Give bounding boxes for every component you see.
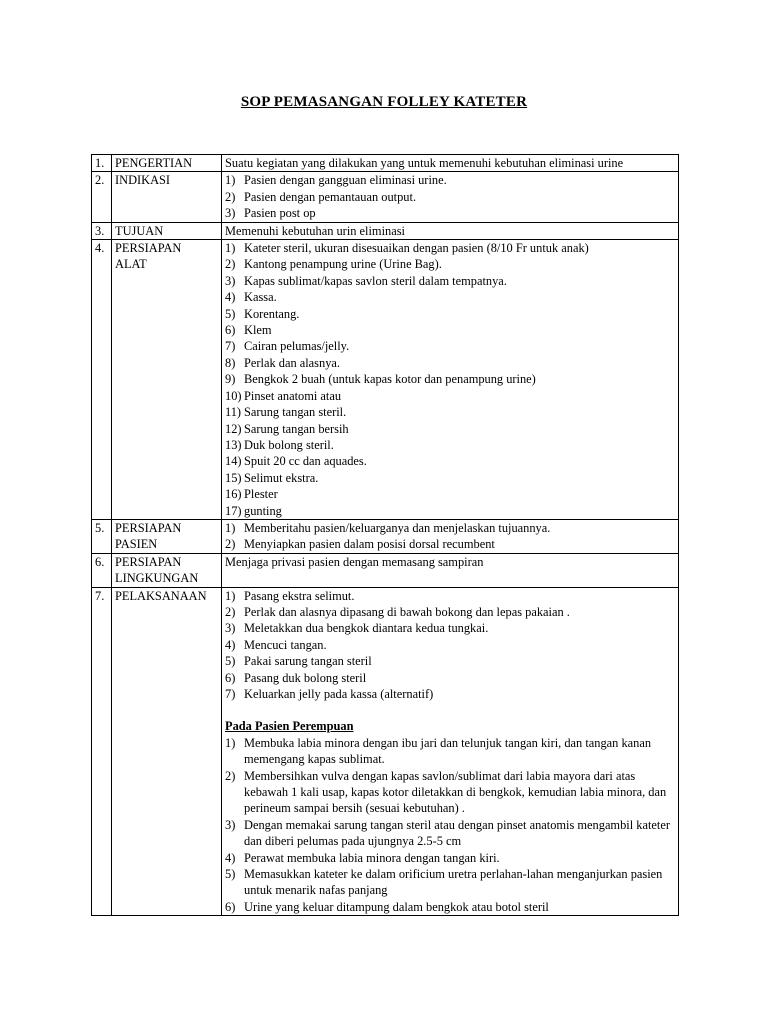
list-item-number: 5) [225,867,236,882]
list-item [225,453,675,469]
list-item-number: 17) [225,503,242,518]
row-number: 3. [92,222,112,239]
list-item [225,256,675,272]
list-item-text: Pasang duk bolong steril [244,670,367,685]
list-item-text: gunting [244,503,282,518]
list-item-text: Kapas sublimat/kapas savlon steril dalam tempatnya. [244,273,507,288]
row-label: PELAKSANAAN [112,587,222,916]
list-item [225,536,675,552]
list-item [225,289,675,305]
list-item-text: Membuka labia minora dengan ibu jari dan telunjuk tangan kiri, dan tangan kanan memengang kapas sublimat. [244,735,652,767]
list-item-text: Pinset anatomi atau [244,388,342,403]
content-text: Memenuhi kebutuhan urin eliminasi [225,223,405,238]
list-item-number: 2) [225,189,236,204]
list-item-number: 3) [225,206,236,221]
row-number: 5. [92,519,112,553]
row-content [222,222,679,239]
list-item [225,768,675,817]
list-item-text: Klem [244,323,272,338]
list-item-number: 3) [225,817,236,832]
list-item-text: Pasien post op [244,206,316,221]
list-item [225,653,675,669]
table-row [92,222,679,239]
list-item [225,637,675,653]
row-label: PERSIAPAN ALAT [112,240,222,520]
list-item-text: Cairan pelumas/jelly. [244,339,350,354]
list-item [225,322,675,338]
list-item-number: 13) [225,437,242,452]
list-item-text: Urine yang keluar ditampung dalam bengkok atau botol steril [244,899,549,914]
content-text: Menjaga privasi pasien dengan memasang sampiran [225,554,484,569]
row-label: PENGERTIAN [112,155,222,172]
list-item-text: Kassa. [244,290,277,305]
row-label: INDIKASI [112,172,222,222]
row-number: 7. [92,587,112,916]
list-item-number: 12) [225,421,242,436]
list-item-number: 6) [225,899,236,914]
row-content [222,519,679,553]
list-item [225,306,675,322]
row-content [222,587,679,916]
list-item [225,604,675,620]
list-item [225,850,675,866]
table-row [92,587,679,916]
row-label: TUJUAN [112,222,222,239]
list-item-number: 1) [225,241,236,256]
list-item-text: Meletakkan dua bengkok diantara kedua tungkai. [244,621,489,636]
list-item-text: Pakai sarung tangan steril [244,654,372,669]
list-item-number: 10) [225,388,242,403]
list-item-text: Sarung tangan bersih [244,421,349,436]
list-item-text: Kantong penampung urine (Urine Bag). [244,257,442,272]
list-item [225,205,675,221]
list-item [225,735,675,768]
row-number: 2. [92,172,112,222]
row-content [222,553,679,587]
list-item [225,240,675,256]
list-item [225,899,675,915]
list-item-number: 1) [225,173,236,188]
list-item-text: Memasukkan kateter ke dalam orificium uretra perlahan-lahan menganjurkan pasien untuk menarik nafas panjang [244,867,663,898]
row-label: PERSIAPAN PASIEN [112,519,222,553]
list-item [225,371,675,387]
list-item-number: 1) [225,520,236,535]
list-item-text: Mencuci tangan. [244,637,327,652]
list-item-number: 4) [225,850,236,865]
list-item-number: 7) [225,339,236,354]
list-item [225,355,675,371]
list-item-number: 5) [225,654,236,669]
list-item-number: 1) [225,588,236,603]
list-item-text: Kateter steril, ukuran disesuaikan dengan pasien (8/10 Fr untuk anak) [244,241,589,256]
numbered-list [225,588,675,703]
list-item-number: 2) [225,537,236,552]
row-content [222,155,679,172]
list-item-number: 11) [225,405,242,420]
list-item [225,520,675,536]
list-item-text: Membersihkan vulva dengan kapas savlon/sublimat dari labia mayora dari atas kebawah 1 kali usap, kapas kotor diletakkan di bengkok, kemudian labia minora, dan perineum sampai bersih (sesuai kebutuhan) . [244,768,667,816]
row-content [222,172,679,222]
list-item-text: Duk bolong steril. [244,437,334,452]
table-row [92,155,679,172]
list-item-text: Perawat membuka labia minora dengan tangan kiri. [244,850,500,865]
list-item [225,273,675,289]
sop-table-body [92,155,679,916]
list-item [225,172,675,188]
numbered-list [225,735,675,915]
table-row [92,519,679,553]
row-number: 1. [92,155,112,172]
list-item-number: 1) [225,735,236,750]
table-row [92,553,679,587]
list-item-text: Pasien dengan gangguan eliminasi urine. [244,173,447,188]
numbered-list [225,520,675,553]
list-item-text: Bengkok 2 buah (untuk kapas kotor dan penampung urine) [244,372,536,387]
row-number: 6. [92,553,112,587]
list-item-text: Menyiapkan pasien dalam posisi dorsal recumbent [244,537,495,552]
list-item-text: Perlak dan alasnya. [244,355,340,370]
list-item [225,503,675,519]
list-item-text: Selimut ekstra. [244,470,319,485]
list-item-number: 2) [225,768,236,783]
list-item [225,817,675,850]
list-item-number: 3) [225,273,236,288]
list-item-text: Keluarkan jelly pada kassa (alternatif) [244,687,434,701]
list-item [225,620,675,636]
list-item-text: Memberitahu pasien/keluarganya dan menjelaskan tujuannya. [244,520,551,535]
list-item-number: 2) [225,604,236,619]
list-item-number: 9) [225,372,236,387]
list-item-number: 6) [225,323,236,338]
row-number: 4. [92,240,112,520]
numbered-list [225,240,675,519]
list-item [225,686,675,702]
list-item [225,670,675,686]
list-item [225,421,675,437]
list-item-number: 4) [225,637,236,652]
list-item-text: Spuit 20 cc dan aquades. [244,454,367,469]
list-item-text: Pasang ekstra selimut. [244,588,355,603]
list-item [225,588,675,604]
list-item [225,866,675,899]
list-item-number: 8) [225,355,236,370]
list-item [225,404,675,420]
list-item [225,486,675,502]
list-item-text: Plester [244,487,278,502]
list-item-text: Perlak dan alasnya dipasang di bawah bokong dan lepas pakaian . [244,604,570,619]
section-subheading: Pada Pasien Perempuan [225,719,354,734]
content-text: Suatu kegiatan yang dilakukan yang untuk memenuhi kebutuhan eliminasi urine [225,156,624,170]
row-content [222,240,679,520]
list-item-text: Korentang. [244,306,300,321]
sop-table [91,154,679,916]
list-item-text: Sarung tangan steril. [244,405,347,420]
list-item [225,338,675,354]
list-item [225,470,675,486]
list-item-number: 15) [225,470,242,485]
list-item-number: 5) [225,306,236,321]
list-item [225,388,675,404]
list-item-number: 6) [225,670,236,685]
list-item-text: Dengan memakai sarung tangan steril atau dengan pinset anatomis mengambil kateter dan diberi pelumas pada ujungnya 2.5-5 cm [244,817,670,849]
list-item-number: 16) [225,487,242,502]
list-item-number: 4) [225,290,236,305]
list-item-number: 14) [225,454,242,469]
numbered-list [225,172,675,221]
document-title: SOP PEMASANGAN FOLLEY KATETER [240,94,528,110]
list-item [225,189,675,205]
list-item [225,437,675,453]
table-row [92,172,679,222]
table-row [92,240,679,520]
row-label: PERSIAPAN LINGKUNGAN [112,553,222,587]
list-item-number: 7) [225,687,236,701]
list-item-number: 2) [225,257,236,272]
list-item-number: 3) [225,621,236,636]
list-item-text: Pasien dengan pemantauan output. [244,189,417,204]
